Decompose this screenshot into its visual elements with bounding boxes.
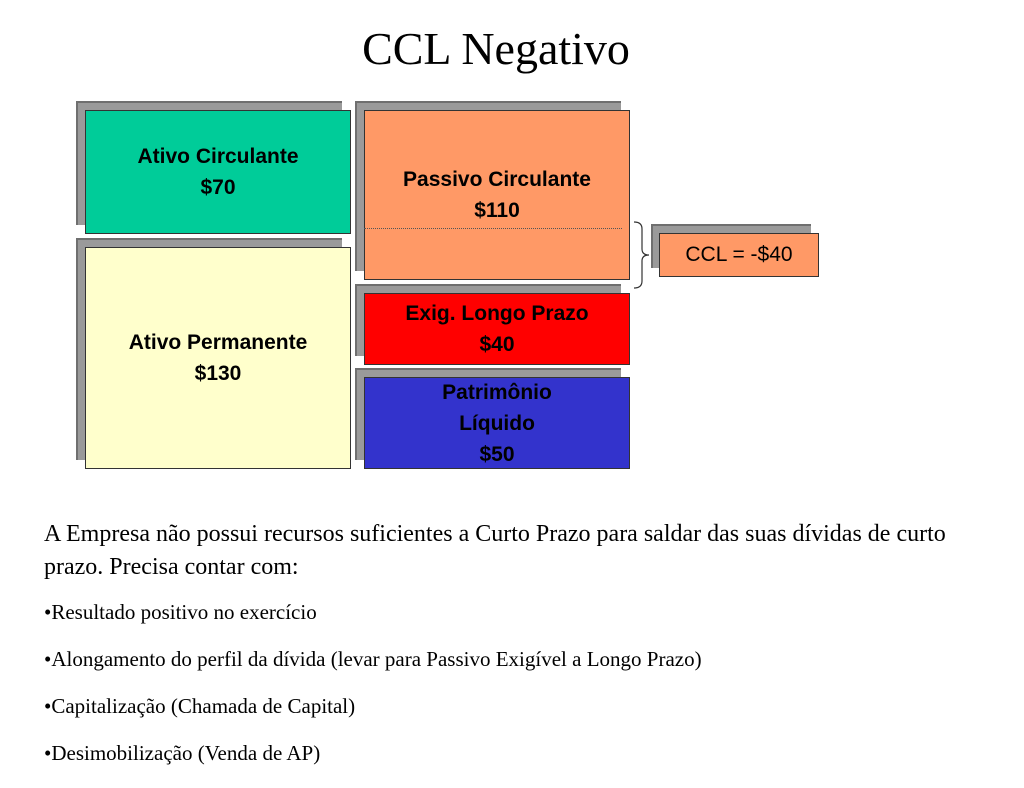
slide-title: CCL Negativo bbox=[362, 23, 630, 74]
bullet-list bbox=[44, 600, 994, 788]
patrimonio-liquido-box bbox=[364, 377, 630, 469]
bullet-item: •Resultado positivo no exercício bbox=[44, 600, 317, 624]
ativo-permanente-label: Ativo Permanente bbox=[128, 331, 308, 354]
exig-longo-prazo-value: $40 bbox=[479, 333, 515, 356]
exig-longo-prazo-box bbox=[364, 293, 630, 365]
ativo-permanente-value: $130 bbox=[194, 362, 242, 385]
patrimonio-liquido-label-line2: Líquido bbox=[459, 411, 535, 435]
ativo-permanente-box bbox=[85, 247, 351, 469]
passivo-circulante-value: $110 bbox=[474, 199, 520, 222]
ccl-result-box bbox=[659, 233, 819, 277]
bullet-item: •Desimobilização (Venda de AP) bbox=[44, 741, 321, 765]
current-liabilities-divider bbox=[364, 228, 622, 229]
exig-longo-prazo-label: Exig. Longo Prazo bbox=[405, 302, 589, 325]
bullet-item: •Capitalização (Chamada de Capital) bbox=[44, 694, 356, 718]
ccl-result-label: CCL = -$40 bbox=[685, 243, 793, 266]
patrimonio-liquido-label-line1: Patrimônio bbox=[442, 380, 552, 404]
description-text: A Empresa não possui recursos suficientes a Curto Prazo para saldar das suas dívidas de curto prazo. Precisa contar com: bbox=[44, 521, 946, 580]
patrimonio-liquido-value: $50 bbox=[479, 442, 515, 466]
ativo-circulante-box bbox=[85, 110, 351, 234]
passivo-circulante-label: Passivo Circulante bbox=[403, 168, 591, 191]
brace-icon bbox=[632, 221, 654, 289]
ativo-circulante-value: $70 bbox=[200, 176, 236, 199]
ativo-circulante-label: Ativo Circulante bbox=[137, 145, 299, 168]
bullet-item: •Alongamento do perfil da dívida (levar para Passivo Exigível a Longo Prazo) bbox=[44, 647, 702, 671]
passivo-circulante-box bbox=[364, 110, 630, 280]
